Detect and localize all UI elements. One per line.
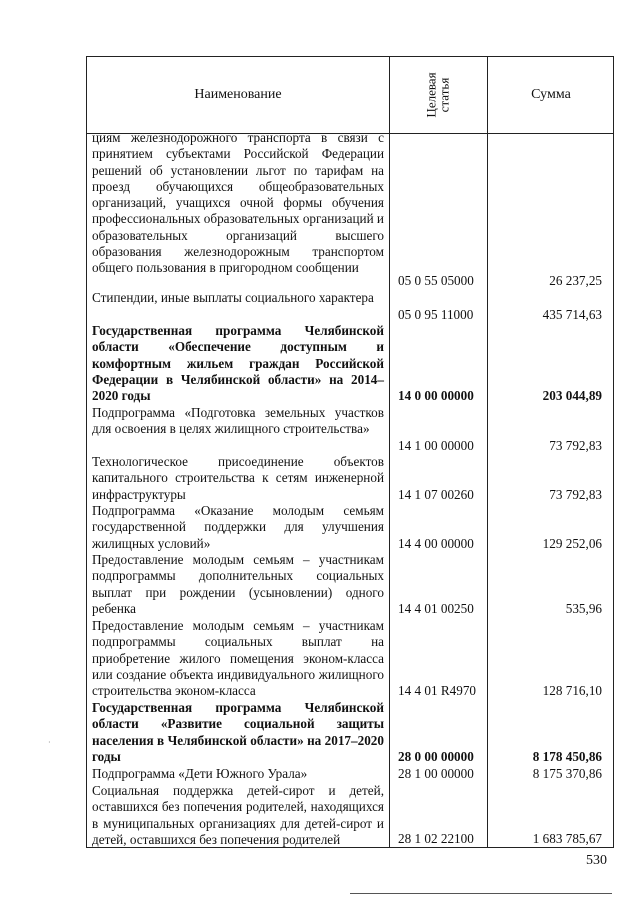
row-sum: 435 714,63 [542,307,602,322]
budget-table [86,56,614,848]
header-code [425,72,451,117]
row-name: Стипендии, иные выплаты социального характера [92,290,374,305]
row-name: Подпрограмма «Дети Южного Урала» [92,766,308,781]
row-name: Государственная программа Челябинской области «Развитие социальной защиты населения в Челябинской области» на 2017–2020 годы [92,700,384,764]
table-row [87,552,615,618]
footer-rule [350,893,612,894]
row-sum: 8 178 450,86 [532,749,602,764]
header-name: Наименование [194,87,282,102]
row-sum: 535,96 [565,601,602,616]
row-sum: 73 792,83 [549,438,602,453]
row-code: 14 4 01 00250 [398,601,474,616]
row-name: Социальная поддержка детей-сирот и детей, оставшихся без попечения родителей, находящихся в муниципальных организациях для детей-сирот и детей, оставшихся без попечения родителей [92,783,384,847]
row-code: 28 0 00 00000 [398,749,474,764]
row-name: Подпрограмма «Подготовка земельных участков для освоения в целях жилищного строительства» [92,405,384,437]
row-name: Предоставление молодым семьям – участникам подпрограммы дополнительных социальных выплат при рождении (усыновлении) одного ребенка [92,552,384,616]
row-name: циям железнодорожного транспорта в связи с принятием субъектами Российской Федерации решений об установлении льгот по тарифам на проезд обучающихся общеобразовательных организаций, учащихся очной формы обучения профессиональных образовательных организаций и образовательных организаций высшего образования железнодорожным транспортом общего пользования в пригородном сообщении [92,130,384,276]
row-code: 28 1 02 22100 [398,831,474,846]
row-code: 05 0 95 11000 [398,307,474,322]
row-code: 14 4 01 R4970 [398,683,477,698]
header-sum: Сумма [531,87,571,102]
table-row [87,766,615,783]
row-code: 14 1 00 00000 [398,438,474,453]
table-row [87,405,615,454]
row-sum: 203 044,89 [542,388,602,403]
row-sum: 73 792,83 [549,487,602,502]
table-row [87,290,615,323]
table-row [87,618,615,700]
row-name: Государственная программа Челябинской области «Обеспечение доступным и комфортным жильем граждан Российской Федерации в Челябинской области» на 2014–2020 годы [92,323,384,404]
row-name: Предоставление молодым семьям – участникам подпрограммы социальных выплат на приобретение жилого помещения эконом-класса или создание объекта индивидуального жилищного строительства эконом-класса [92,618,384,699]
header-code-cell [389,57,487,133]
table-row [87,503,615,552]
row-sum: 129 252,06 [542,536,602,551]
row-code: 14 4 00 00000 [398,536,474,551]
row-name: Подпрограмма «Оказание молодым семьям государственной поддержки для улучшения жилищных условий» [92,503,384,551]
page-number: 530 [586,853,607,868]
table-row [87,783,615,849]
row-name: Технологическое присоединение объектов капитального строительства к сетям инженерной инфраструктуры [92,454,384,502]
table-row [87,700,615,766]
table-row [87,454,615,503]
header-code-text: Целевая статья [423,72,452,118]
row-code: 14 0 00 00000 [398,388,474,403]
row-code: 14 1 07 00260 [398,487,474,502]
row-code: 28 1 00 00000 [398,766,474,781]
row-sum: 128 716,10 [542,683,602,698]
row-sum: 26 237,25 [549,273,602,288]
scan-mark: · [48,738,51,747]
row-sum: 8 175 370,86 [532,766,602,781]
table-row [87,323,615,405]
table-row [87,127,615,290]
row-sum: 1 683 785,67 [532,831,602,846]
row-code: 05 0 55 05000 [398,273,474,288]
